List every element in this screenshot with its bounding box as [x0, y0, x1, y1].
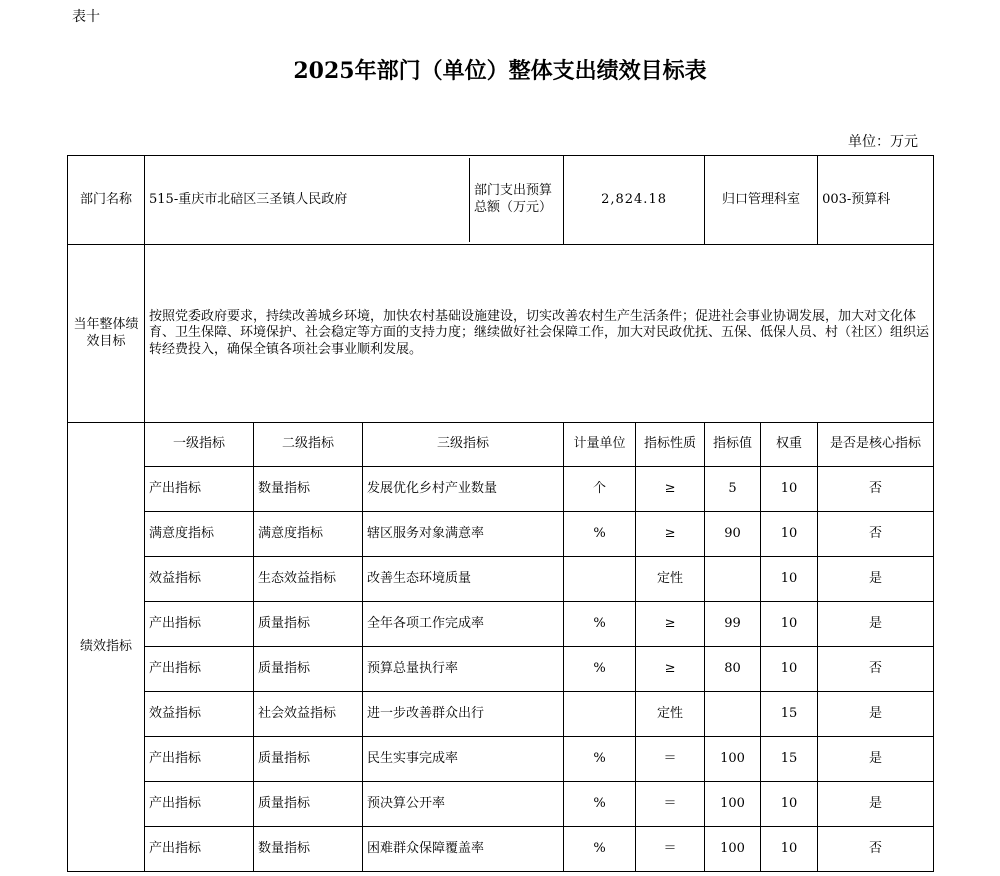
level3-cell: 进一步改善群众出行: [363, 692, 564, 737]
value-cell: [705, 692, 761, 737]
value-cell: 99: [705, 602, 761, 647]
level1-cell: 产出指标: [145, 827, 254, 872]
level2-header: 二级指标: [254, 423, 363, 467]
level2-cell: 质量指标: [254, 782, 363, 827]
indicator-section-label: 绩效指标: [68, 423, 145, 872]
weight-cell: 10: [761, 467, 818, 512]
nature-header: 指标性质: [636, 423, 705, 467]
unit-cell: [564, 557, 636, 602]
level2-cell: 社会效益指标: [254, 692, 363, 737]
level3-cell: 发展优化乡村产业数量: [363, 467, 564, 512]
weight-cell: 10: [761, 602, 818, 647]
nature-cell: 定性: [636, 557, 705, 602]
nature-cell: ＝: [636, 737, 705, 782]
unit-cell: %: [564, 512, 636, 557]
nature-cell: ≥: [636, 602, 705, 647]
nature-cell: ≥: [636, 647, 705, 692]
department-name-text: 515-重庆市北碚区三圣镇人民政府: [149, 191, 348, 207]
value-cell: 100: [705, 782, 761, 827]
level1-cell: 产出指标: [145, 737, 254, 782]
core-cell: 是: [818, 782, 934, 827]
value-cell: 100: [705, 737, 761, 782]
unit-label: 单位：万元: [848, 134, 918, 150]
performance-target-table: [67, 155, 934, 872]
core-cell: 否: [818, 512, 934, 557]
level1-cell: 产出指标: [145, 602, 254, 647]
unit-cell: [564, 692, 636, 737]
core-cell: 是: [818, 692, 934, 737]
level3-cell: 预算总量执行率: [363, 647, 564, 692]
indicator-row: [68, 827, 934, 872]
core-cell: 否: [818, 467, 934, 512]
department-name-label: 部门名称: [68, 156, 145, 245]
annual-goal-row: [68, 245, 934, 423]
nature-cell: ＝: [636, 782, 705, 827]
indicator-row: [68, 782, 934, 827]
nature-cell: ≥: [636, 467, 705, 512]
level3-header: 三级指标: [363, 423, 564, 467]
value-cell: 100: [705, 827, 761, 872]
value-cell: 5: [705, 467, 761, 512]
level1-cell: 效益指标: [145, 557, 254, 602]
weight-header: 权重: [761, 423, 818, 467]
level1-cell: 产出指标: [145, 647, 254, 692]
indicator-row: [68, 647, 934, 692]
indicator-row: [68, 737, 934, 782]
nature-cell: 定性: [636, 692, 705, 737]
level2-cell: 满意度指标: [254, 512, 363, 557]
indicator-row: [68, 557, 934, 602]
value-cell: [705, 557, 761, 602]
level2-cell: 数量指标: [254, 827, 363, 872]
unit-cell: %: [564, 602, 636, 647]
weight-cell: 15: [761, 692, 818, 737]
unit-cell: %: [564, 737, 636, 782]
indicator-row: [68, 512, 934, 557]
weight-cell: 10: [761, 782, 818, 827]
level3-cell: 辖区服务对象满意率: [363, 512, 564, 557]
indicator-row: [68, 692, 934, 737]
level2-cell: 数量指标: [254, 467, 363, 512]
level1-cell: 产出指标: [145, 467, 254, 512]
value-cell: 90: [705, 512, 761, 557]
level1-header: 一级指标: [145, 423, 254, 467]
managing-office-value: 003-预算科: [818, 156, 934, 245]
unit-cell: 个: [564, 467, 636, 512]
table-number-label: 表十: [72, 9, 100, 25]
level1-cell: 产出指标: [145, 782, 254, 827]
core-cell: 否: [818, 827, 934, 872]
indicator-header-row: [68, 423, 934, 467]
annual-goal-text: 按照党委政府要求，持续改善城乡环境，加快农村基础设施建设，切实改善农村生产生活条件；促进社会事业协调发展，加大对文化体育、卫生保障、环境保护、社会稳定等方面的支持力度；继续做好社会保障工作，加大对民政优抚、五保、低保人员、村（社区）组织运转经费投入，确保全镇各项社会事业顺利发展。: [145, 245, 934, 423]
level3-cell: 民生实事完成率: [363, 737, 564, 782]
indicator-row: [68, 602, 934, 647]
unit-cell: %: [564, 827, 636, 872]
level3-cell: 困难群众保障覆盖率: [363, 827, 564, 872]
level3-cell: 预决算公开率: [363, 782, 564, 827]
weight-cell: 10: [761, 557, 818, 602]
budget-total-label: 部门支出预算总额（万元）: [469, 158, 563, 242]
level1-cell: 效益指标: [145, 692, 254, 737]
level2-cell: 生态效益指标: [254, 557, 363, 602]
weight-cell: 15: [761, 737, 818, 782]
budget-total-value: 2,824.18: [564, 156, 705, 245]
level2-cell: 质量指标: [254, 602, 363, 647]
level2-cell: 质量指标: [254, 737, 363, 782]
level2-cell: 质量指标: [254, 647, 363, 692]
department-row: [68, 156, 934, 245]
core-cell: 是: [818, 737, 934, 782]
unit-cell: %: [564, 647, 636, 692]
department-name-value: [145, 156, 564, 245]
nature-cell: ≥: [636, 512, 705, 557]
managing-office-label: 归口管理科室: [705, 156, 818, 245]
weight-cell: 10: [761, 512, 818, 557]
level3-cell: 全年各项工作完成率: [363, 602, 564, 647]
level3-cell: 改善生态环境质量: [363, 557, 564, 602]
annual-goal-label: 当年整体绩效目标: [68, 245, 145, 423]
value-cell: 80: [705, 647, 761, 692]
value-header: 指标值: [705, 423, 761, 467]
page-title: 2025年部门（单位）整体支出绩效目标表: [293, 58, 707, 84]
core-cell: 是: [818, 602, 934, 647]
unit-header: 计量单位: [564, 423, 636, 467]
core-header: 是否是核心指标: [818, 423, 934, 467]
indicator-row: [68, 467, 934, 512]
weight-cell: 10: [761, 827, 818, 872]
weight-cell: 10: [761, 647, 818, 692]
core-cell: 是: [818, 557, 934, 602]
nature-cell: ＝: [636, 827, 705, 872]
level1-cell: 满意度指标: [145, 512, 254, 557]
core-cell: 否: [818, 647, 934, 692]
unit-cell: %: [564, 782, 636, 827]
